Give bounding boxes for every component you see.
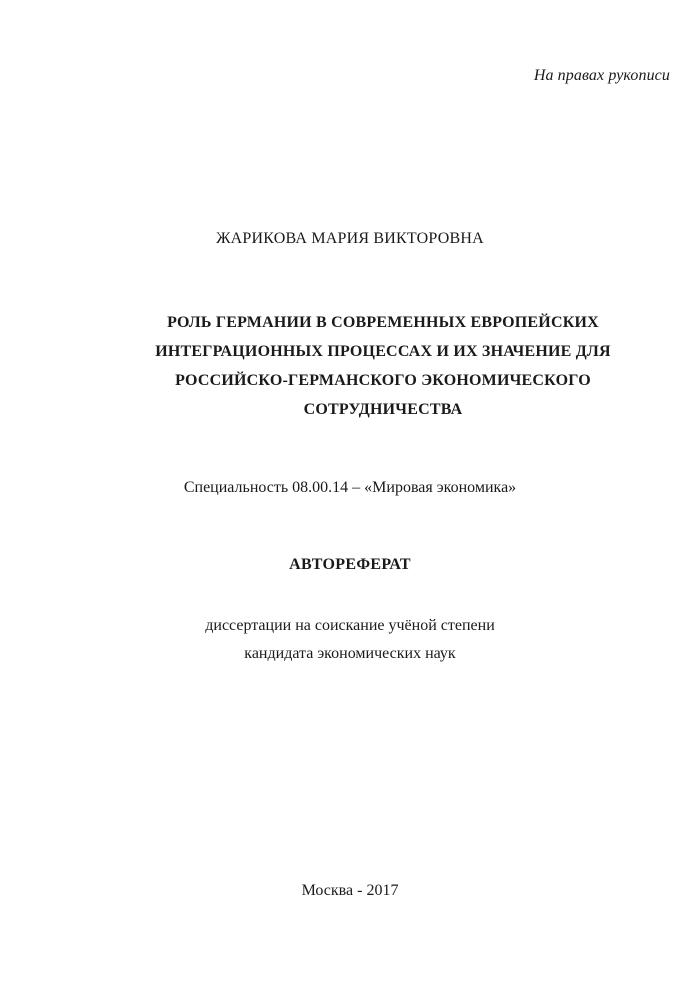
author-name: ЖАРИКОВА МАРИЯ ВИКТОРОВНА (216, 230, 484, 247)
dissertation-title (130, 308, 636, 424)
purpose-line-2: кандидата экономических наук (244, 645, 456, 662)
manuscript-note: На правах рукописи (533, 67, 670, 84)
title-line-3: РОССИЙСКО-ГЕРМАНСКОГО ЭКОНОМИЧЕСКОГО (175, 372, 591, 389)
title-line-1: РОЛЬ ГЕРМАНИИ В СОВРЕМЕННЫХ ЕВРОПЕЙСКИХ (167, 314, 599, 331)
specialty-line: Специальность 08.00.14 – «Мировая экономика» (183, 479, 517, 496)
purpose-line-1: диссертации на соискание учёной степени (205, 617, 495, 634)
document-type-heading: АВТОРЕФЕРАТ (289, 556, 411, 573)
city-year: Москва - 2017 (301, 882, 399, 899)
title-line-4: СОТРУДНИЧЕСТВА (303, 401, 463, 418)
title-line-2: ИНТЕГРАЦИОННЫХ ПРОЦЕССАХ И ИХ ЗНАЧЕНИЕ ДЛЯ (155, 343, 611, 360)
degree-purpose (0, 612, 700, 668)
